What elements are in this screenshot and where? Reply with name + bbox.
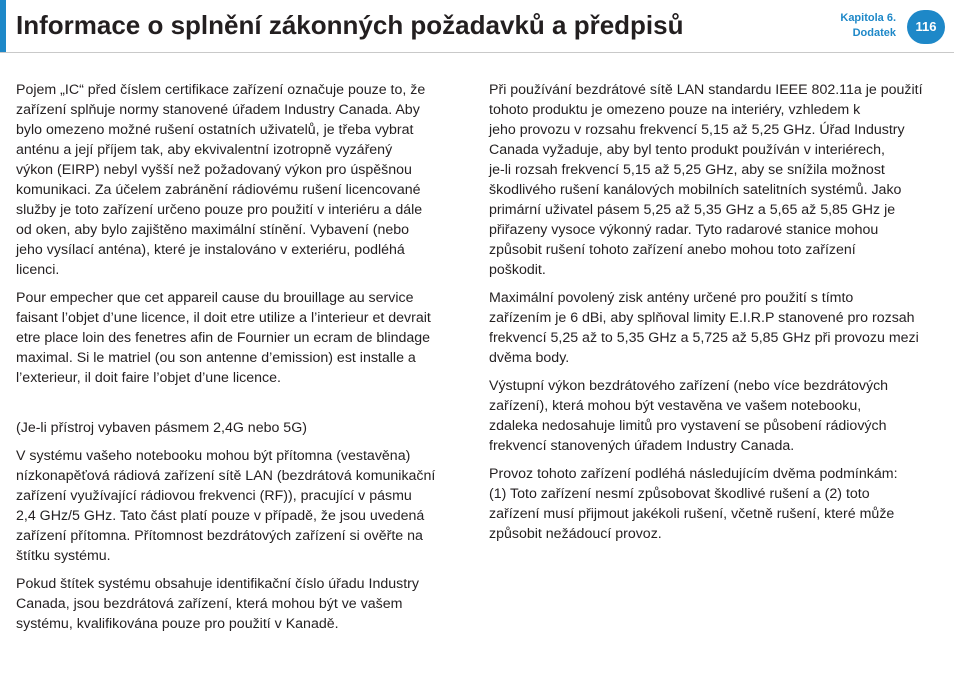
left-column bbox=[16, 80, 466, 642]
paragraph-output-power: Výstupní výkon bezdrátového zařízení (nebo více bezdrátových zařízení), která mohou být vestavěna ve vašem notebooku, zdaleka nedosahuje limitů pro vystavení se působení rádiových frekvencí stanovených úřadem Industry Canada. bbox=[489, 378, 889, 454]
paragraph-operating-conditions: Provoz tohoto zařízení podléhá následujícím dvěma podmínkám: (1) Toto zařízení nesmí způsobovat škodlivé rušení a (2) toto zařízení musí přijmout jakékoli rušení, včetně rušení, které může způsobit nežádoucí provoz. bbox=[489, 466, 898, 542]
chapter-indicator bbox=[840, 11, 896, 41]
paragraph-system-label: Pokud štítek systému obsahuje identifikační číslo úřadu Industry Canada, jsou bezdrátová zařízení, která mohou být ve vašem systému, kvalifikována pouze pro použití v Kanadě. bbox=[16, 576, 419, 632]
paragraph-antenna-gain: Maximální povolený zisk antény určené pro použití s tímto zařízením je 6 dBi, aby splňoval limity E.I.R.P stanovené pro rozsah frekvencí 5,25 až to 5,35 GHz a 5,725 až 5,85 GHz při provozu mezi dvěma body. bbox=[489, 290, 919, 366]
header-divider bbox=[0, 52, 954, 53]
paragraph-french-notice: Pour empecher que cet appareil cause du brouillage au service faisant l’objet d’une licence, il doit etre utilize a l’interieur et devrait etre place loin des fenetres afin de Fournier un ecram de blindage maximal. Si le matriel (ou son antenne d’emission) est installe a l’exterieur, il doit faire l’objet d’une licence. bbox=[16, 290, 431, 386]
right-column bbox=[489, 80, 941, 552]
paragraph-band-note: (Je-li přístroj vybaven pásmem 2,4G nebo 5G) bbox=[16, 420, 307, 436]
page-title: Informace o splnění zákonných požadavků a předpisů bbox=[16, 10, 684, 40]
chapter-section: Dodatek bbox=[852, 27, 896, 39]
page-number-badge: 116 bbox=[907, 10, 945, 44]
paragraph-ic-certification: Pojem „IC“ před číslem certifikace zařízení označuje pouze to, že zařízení splňuje normy stanovené úřadem Industry Canada. Aby bylo omezeno možné rušení ostatních uživatelů, je třeba vybrat anténu a její příjem tak, aby ekvivalentní izotropně vyzářený výkon (EIRP) nebyl vyšší než požadovaný výkon pro úspěšnou komunikaci. Za účelem zabránění rádiovému rušení licencované služby je toto zařízení určeno pouze pro použití v interiéru a dále od oken, aby bylo zajištěno maximální stínění. Vybavení (nebo jeho vysílací anténa), které je instalováno v exteriéru, podléhá licenci. bbox=[16, 82, 426, 278]
paragraph-wireless-devices: V systému vašeho notebooku mohou být přítomna (vestavěna) nízkonapěťová rádiová zařízení sítě LAN (bezdrátová komunikační zařízení využívající rádiovou frekvenci (RF)), pracující v pásmu 2,4 GHz/5 GHz. Tato část platí pouze v případě, že jsou uvedená zařízení přítomna. Přítomnost bezdrátových zařízení si ověřte na štítku systému. bbox=[16, 448, 436, 564]
chapter-label: Kapitola 6. bbox=[840, 12, 896, 24]
paragraph-802-11a-restriction: Při používání bezdrátové sítě LAN standardu IEEE 802.11a je použití tohoto produktu je omezeno pouze na interiéry, vzhledem k jeho provozu v rozsahu frekvencí 5,15 až 5,25 GHz. Úřad Industry Canada vyžaduje, aby byl tento produkt používán v interiérech, je-li rozsah frekvencí 5,15 až 5,25 GHz, aby se snížila možnost škodlivého rušení kanálových mobilních satelitních systémů. Jako primární uživatel pásem 5,25 až 5,35 GHz a 5,65 až 5,85 GHz je přiřazeny vysoce výkonný radar. Tyto radarové stanice mohou způsobit rušení tohoto zařízení anebo mohou toto zařízení poškodit. bbox=[489, 82, 923, 278]
header-accent-bar bbox=[0, 0, 6, 52]
